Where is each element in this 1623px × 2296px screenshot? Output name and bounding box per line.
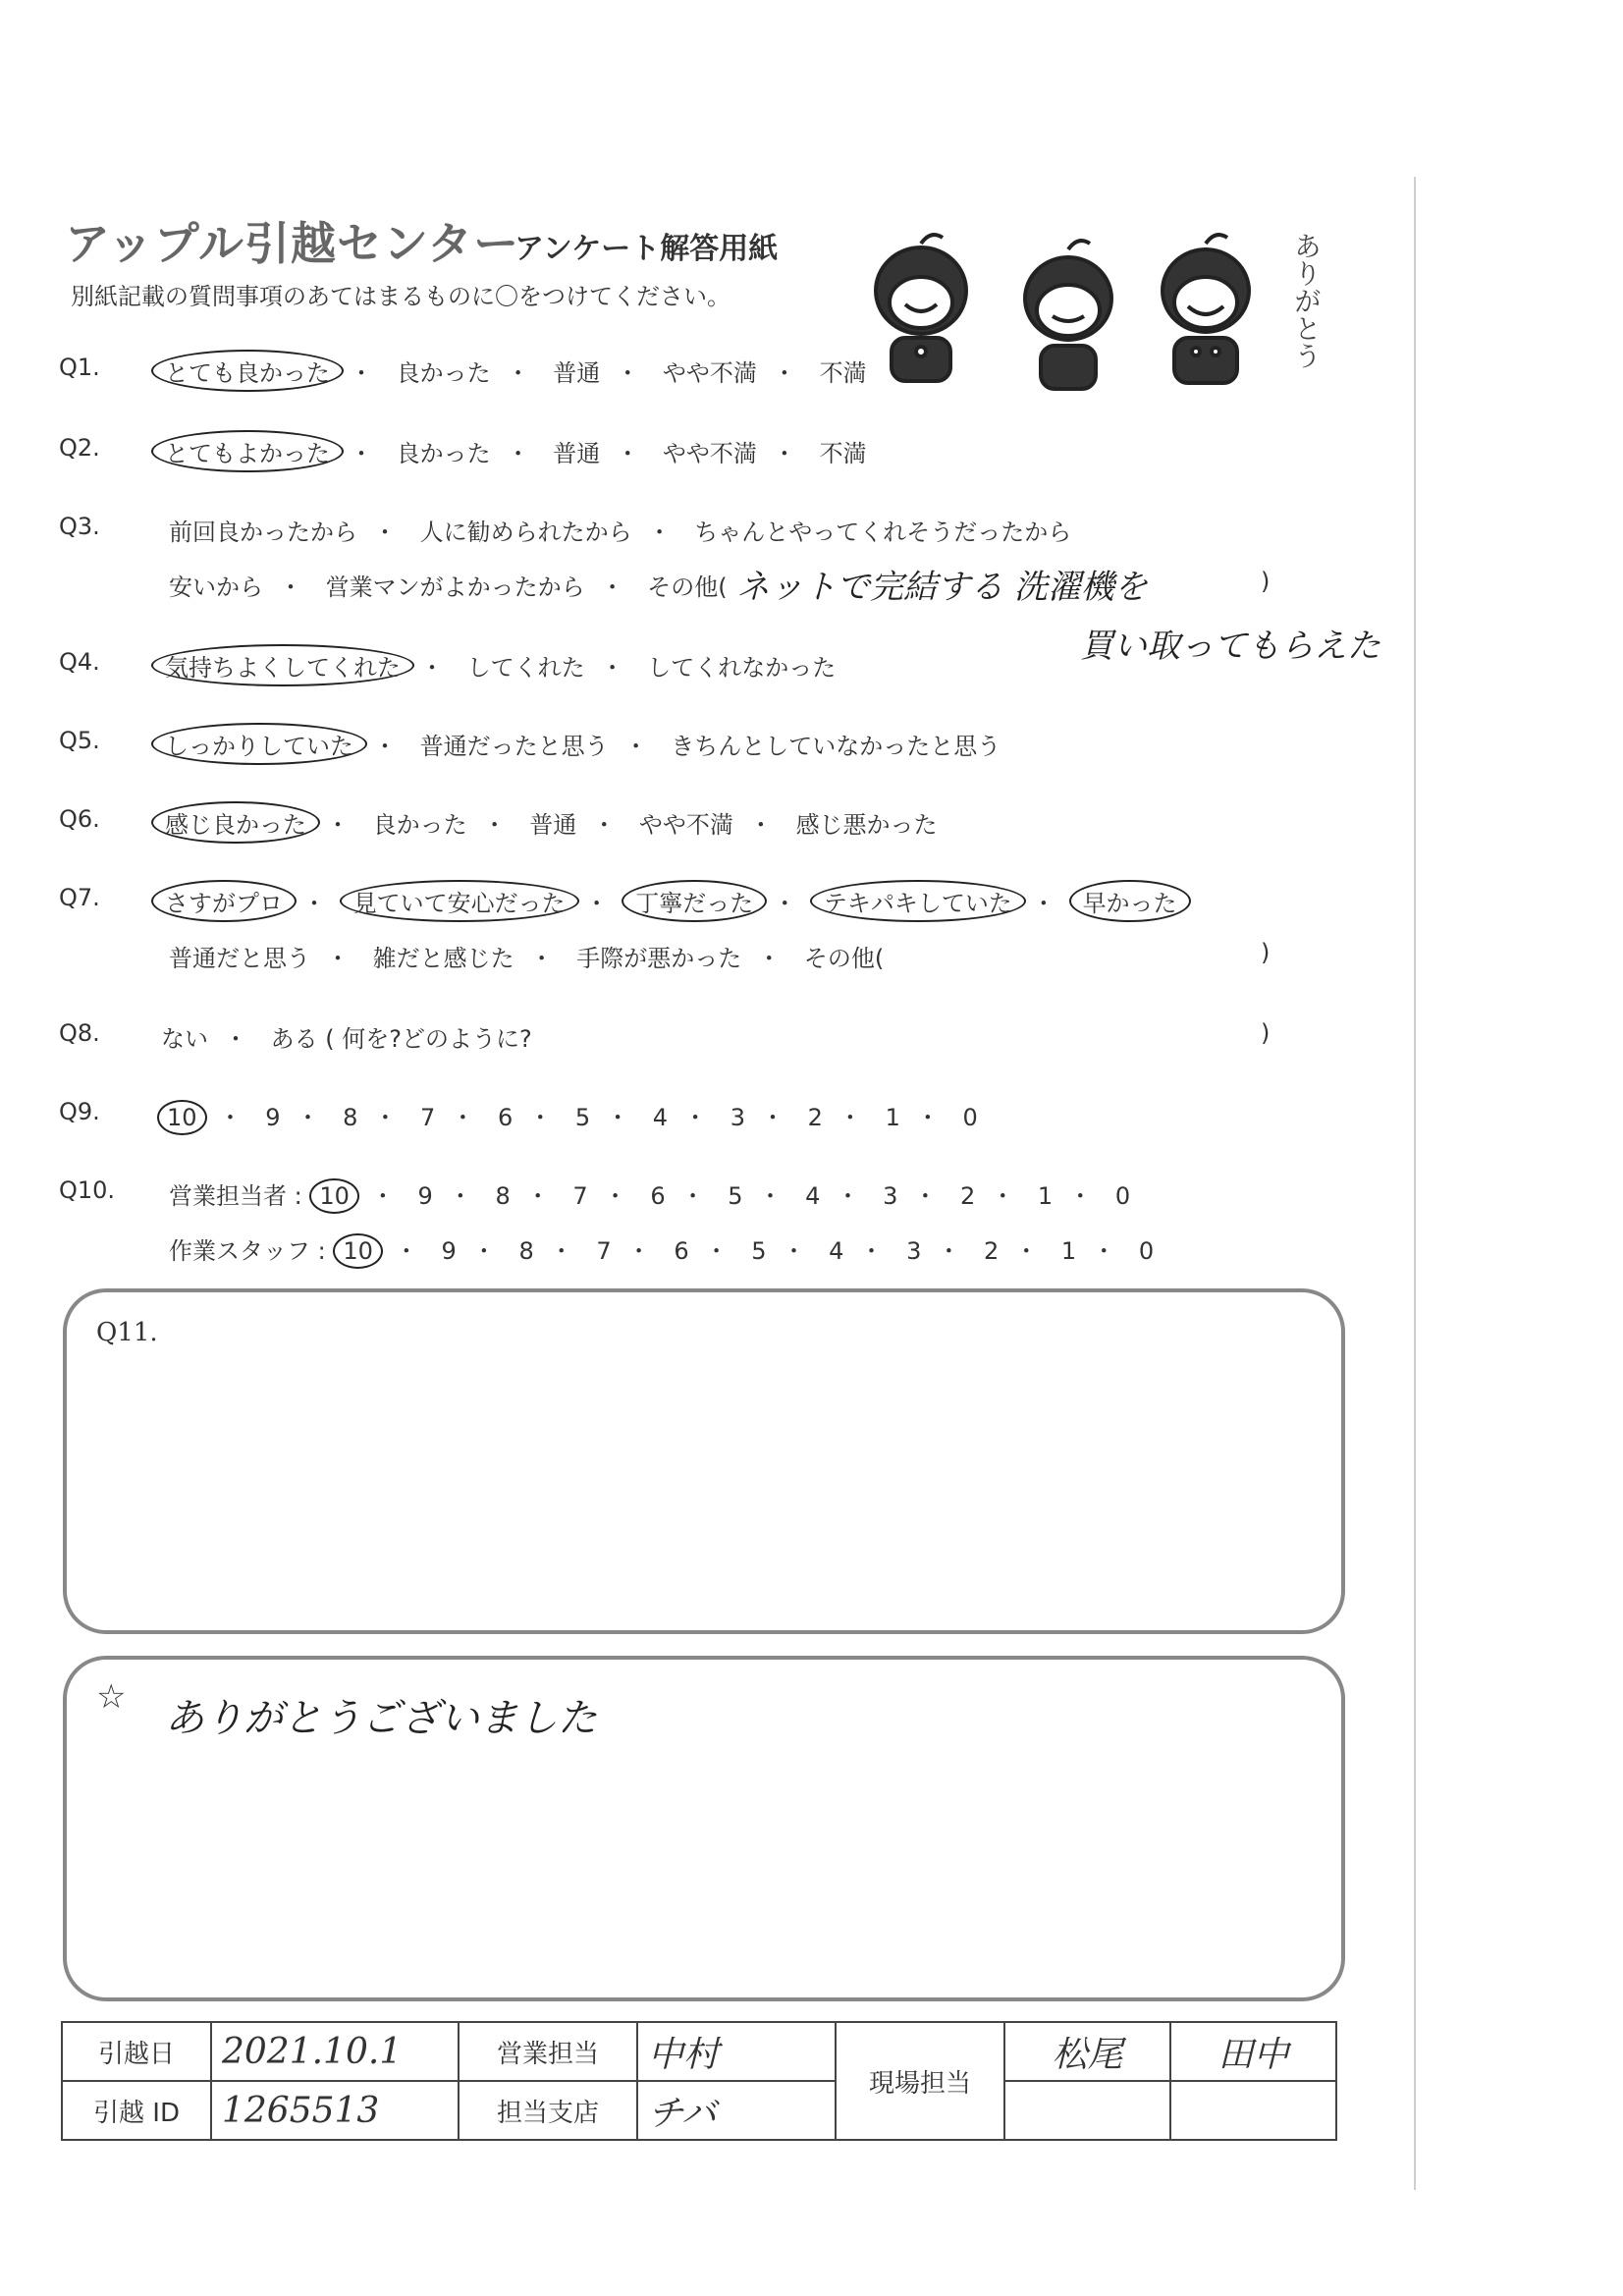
- comment-text: ありがとうございました: [165, 1696, 597, 1741]
- q10-staff-score[interactable]: 4: [829, 1237, 844, 1265]
- q2-option[interactable]: 不満: [819, 440, 867, 467]
- q7-option-selected[interactable]: さすがプロ: [151, 880, 297, 922]
- q10-staff-score[interactable]: 5: [751, 1237, 767, 1265]
- q2-option[interactable]: 普通: [553, 440, 601, 467]
- q3-handwritten-line1: ネットで完結する 洗濯機を: [736, 568, 1148, 607]
- move-id-label: 引越 ID: [62, 2081, 211, 2140]
- q7-close-paren: ): [1261, 939, 1271, 966]
- q6-option[interactable]: やや不満: [638, 811, 733, 839]
- site-staff-1[interactable]: 松尾: [1004, 2022, 1170, 2081]
- q9-score[interactable]: 1: [885, 1104, 900, 1131]
- q6-option[interactable]: 感じ悪かった: [795, 811, 938, 839]
- mascot-thanks-text: ありがとう: [1290, 232, 1323, 369]
- move-date-value[interactable]: 2021.10.1: [211, 2022, 459, 2081]
- q9-score[interactable]: 9: [265, 1104, 281, 1131]
- info-table: [61, 2021, 1337, 2141]
- q8-option[interactable]: ない: [161, 1025, 208, 1053]
- q10-sales-score[interactable]: 4: [805, 1182, 821, 1210]
- q5-option[interactable]: 普通だったと思う: [419, 733, 609, 760]
- q3-option[interactable]: ちゃんとやってくれそうだったから: [694, 519, 1072, 546]
- q10-sales-score[interactable]: 2: [960, 1182, 976, 1210]
- star-icon: ☆: [96, 1677, 127, 1717]
- q5-label: Q5.: [59, 727, 100, 754]
- q10-sales-score-selected[interactable]: 10: [309, 1178, 359, 1214]
- q4-options: 気持ちよくしてくれた ・ してくれた ・ してくれなかった: [157, 648, 839, 683]
- site-staff-2[interactable]: 田中: [1170, 2022, 1336, 2081]
- company-title: アップル引越センター: [65, 217, 520, 270]
- q2-option[interactable]: 良かった: [396, 440, 491, 467]
- q2-option-selected[interactable]: とてもよかった: [151, 430, 344, 472]
- q10-sales-score[interactable]: 6: [650, 1182, 666, 1210]
- q6-option[interactable]: 普通: [529, 811, 577, 839]
- site-staff-label: 現場担当: [836, 2022, 1004, 2140]
- q3-options-line1: 前回良かったから ・ 人に勧められたから ・ ちゃんとやってくれそうだったから: [165, 513, 1075, 547]
- q10-staff-score[interactable]: 9: [441, 1237, 457, 1265]
- q3-option[interactable]: 人に勧められたから: [419, 519, 632, 546]
- q9-score[interactable]: 3: [730, 1104, 745, 1131]
- q1-option[interactable]: 良かった: [396, 359, 491, 387]
- q7-label: Q7.: [59, 884, 100, 911]
- q1-option-selected[interactable]: とても良かった: [151, 350, 344, 392]
- q10-label: Q10.: [59, 1176, 116, 1204]
- q4-option[interactable]: してくれなかった: [647, 654, 837, 682]
- q3-option[interactable]: 営業マンがよかったから: [325, 574, 585, 601]
- q11-answer-box[interactable]: [63, 1288, 1345, 1634]
- q3-label: Q3.: [59, 513, 100, 540]
- site-staff-empty-1[interactable]: [1004, 2081, 1170, 2140]
- q10-staff-score[interactable]: 3: [906, 1237, 922, 1265]
- q3-close-paren: ): [1261, 568, 1271, 595]
- q1-options: とても良かった ・ 良かった ・ 普通 ・ やや不満 ・ 不満: [157, 354, 871, 388]
- q9-score[interactable]: 0: [962, 1104, 978, 1131]
- q1-option[interactable]: やや不満: [662, 359, 757, 387]
- q10-sales-score[interactable]: 5: [728, 1182, 743, 1210]
- q2-label: Q2.: [59, 434, 100, 462]
- q2-options: とてもよかった ・ 良かった ・ 普通 ・ やや不満 ・ 不満: [157, 434, 871, 468]
- q6-label: Q6.: [59, 805, 100, 833]
- q3-handwritten-line2: 買い取ってもらえた: [1080, 627, 1380, 666]
- q8-options: ない ・ ある ( 何を?どのように?: [157, 1019, 536, 1054]
- q6-option[interactable]: 良かった: [372, 811, 467, 839]
- q5-option-selected[interactable]: しっかりしていた: [151, 723, 367, 765]
- q1-option[interactable]: 不満: [819, 359, 867, 387]
- q1-label: Q1.: [59, 354, 100, 381]
- q10-staff-score[interactable]: 0: [1138, 1237, 1155, 1265]
- q10-staff-scale: 作業スタッフ : 10 ・ 9 ・ 8 ・ 7 ・ 6 ・ 5 ・ 4 ・ 3 ・ 2 ・ 1 ・ 0: [169, 1231, 1158, 1269]
- q9-label: Q9.: [59, 1098, 100, 1125]
- q10-sales-score[interactable]: 7: [572, 1182, 588, 1210]
- q9-score[interactable]: 7: [420, 1104, 436, 1131]
- branch-label: 担当支店: [459, 2081, 637, 2140]
- q7-option-selected[interactable]: 丁寧だった: [622, 880, 767, 922]
- q5-options: しっかりしていた ・ 普通だったと思う ・ きちんとしていなかったと思う: [157, 727, 1004, 761]
- q10-sales-score[interactable]: 9: [417, 1182, 433, 1210]
- q10-staff-score[interactable]: 1: [1060, 1237, 1077, 1265]
- q3-option-other[interactable]: その他(: [647, 574, 728, 601]
- sales-label: 営業担当: [459, 2022, 637, 2081]
- sales-value[interactable]: 中村: [637, 2022, 836, 2081]
- form-instruction: 別紙記載の質問事項のあてはまるものに〇をつけてください。: [71, 283, 730, 310]
- q9-score[interactable]: 5: [574, 1104, 591, 1131]
- paper-edge: [1414, 177, 1416, 2190]
- q8-close-paren: ): [1261, 1019, 1271, 1047]
- mascot-3-icon: [1163, 235, 1249, 383]
- q5-option[interactable]: きちんとしていなかったと思う: [671, 733, 1001, 760]
- q4-label: Q4.: [59, 648, 100, 676]
- q9-score[interactable]: 4: [652, 1104, 669, 1131]
- move-id-value[interactable]: 1265513: [211, 2081, 459, 2140]
- q7-option-selected[interactable]: 見ていて安心だった: [340, 880, 579, 922]
- q7-option[interactable]: 雑だと感じた: [372, 945, 514, 972]
- q9-score[interactable]: 8: [343, 1104, 358, 1131]
- q7-option-selected[interactable]: テキパキしていた: [810, 880, 1026, 922]
- q8-option[interactable]: ある ( 何を?どのように?: [270, 1025, 532, 1053]
- mascot-2-icon: [1025, 241, 1111, 389]
- q10-sales-scale: 営業担当者 : 10 ・ 9 ・ 8 ・ 7 ・ 6 ・ 5 ・ 4 ・ 3 ・ 2 ・ 1 ・ 0: [169, 1176, 1134, 1214]
- mascot-1-icon: [876, 235, 966, 381]
- q10-sales-score[interactable]: 3: [883, 1182, 898, 1210]
- q6-option-selected[interactable]: 感じ良かった: [151, 801, 320, 844]
- q10-staff-score-selected[interactable]: 10: [333, 1233, 383, 1269]
- q10-staff-label: 作業スタッフ :: [169, 1237, 326, 1265]
- q10-staff-score[interactable]: 7: [596, 1237, 612, 1265]
- q9-score[interactable]: 2: [807, 1104, 823, 1131]
- q9-scale: 10 ・ 9 ・ 8 ・ 7 ・ 6 ・ 5 ・ 4 ・ 3 ・ 2 ・ 1 ・ 0: [157, 1098, 982, 1135]
- q4-option[interactable]: してくれた: [466, 654, 585, 682]
- q7-options-line1: さすがプロ ・ 見ていて安心だった ・ 丁寧だった ・ テキパキしていた ・ 早かった: [157, 884, 1185, 918]
- q7-option[interactable]: 普通だと思う: [169, 945, 310, 972]
- branch-value[interactable]: チバ: [637, 2081, 836, 2140]
- q10-staff-score[interactable]: 6: [674, 1237, 689, 1265]
- q6-options: 感じ良かった ・ 良かった ・ 普通 ・ やや不満 ・ 感じ悪かった: [157, 805, 942, 840]
- mascot-illustration: [862, 222, 1274, 399]
- q11-label: Q11.: [96, 1318, 158, 1347]
- q10-staff-score[interactable]: 8: [518, 1237, 534, 1265]
- q10-sales-score[interactable]: 1: [1037, 1182, 1054, 1210]
- q10-sales-score[interactable]: 8: [495, 1182, 511, 1210]
- q2-option[interactable]: やや不満: [662, 440, 757, 467]
- q8-label: Q8.: [59, 1019, 100, 1047]
- q10-sales-label: 営業担当者 :: [169, 1182, 302, 1210]
- form-subtitle: アンケート解答用紙: [514, 232, 779, 266]
- q3-option[interactable]: 前回良かったから: [169, 519, 357, 546]
- site-staff-empty-2[interactable]: [1170, 2081, 1336, 2140]
- q4-option-selected[interactable]: 気持ちよくしてくれた: [151, 644, 414, 686]
- q9-score[interactable]: 6: [497, 1104, 514, 1131]
- q7-option-selected[interactable]: 早かった: [1069, 880, 1191, 922]
- comment-box[interactable]: [63, 1656, 1345, 2001]
- q1-option[interactable]: 普通: [553, 359, 601, 387]
- q7-options-line2: 普通だと思う ・ 雑だと感じた ・ 手際が悪かった ・ その他(: [165, 939, 888, 973]
- q7-option-other[interactable]: その他(: [803, 945, 885, 972]
- move-date-label: 引越日: [62, 2022, 211, 2081]
- q7-option[interactable]: 手際が悪かった: [576, 945, 742, 972]
- q3-options-line2: 安いから ・ 営業マンがよかったから ・ その他(: [165, 568, 731, 602]
- q9-score-selected[interactable]: 10: [157, 1100, 207, 1135]
- q10-sales-score[interactable]: 0: [1114, 1182, 1131, 1210]
- q10-staff-score[interactable]: 2: [984, 1237, 1000, 1265]
- q3-option[interactable]: 安いから: [169, 574, 263, 601]
